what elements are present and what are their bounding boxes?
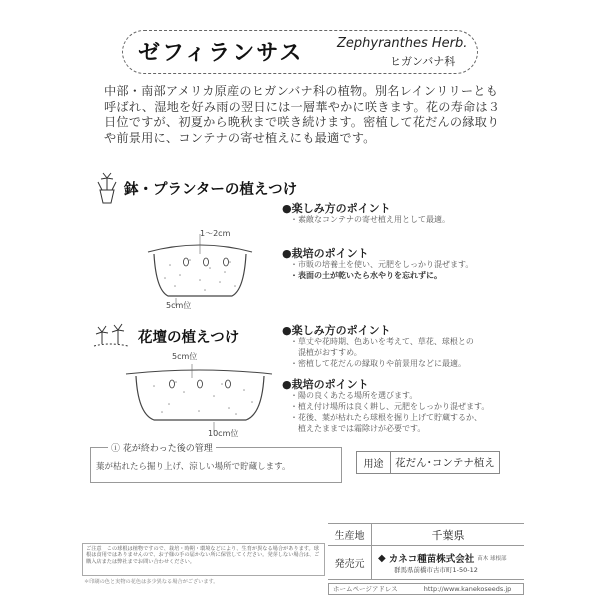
pot-flower-icon	[92, 168, 122, 206]
seller-label: 発売元	[328, 546, 372, 579]
homepage-url[interactable]: http://www.kanekoseeds.jp	[423, 585, 512, 593]
plant-family: ヒガンバナ科	[390, 55, 456, 68]
pot-cultivation-line: ・表面の土が乾いたら水やりを忘れずに。	[290, 271, 442, 280]
company-logo-icon: ◆	[378, 552, 386, 564]
origin-label: 生産地	[328, 524, 372, 545]
latin-name: Zephyranthes Herb.	[337, 36, 468, 51]
bed-enjoy-line: ・草丈や花時期、色あいを考えて、草花、球根との	[290, 337, 474, 346]
bullet-icon: ●	[282, 324, 292, 337]
origin-row	[328, 524, 524, 546]
seller-row	[328, 546, 524, 580]
bed-cultivation-line: ・花後、葉が枯れたら球根を掘り上げて貯蔵するか、	[290, 413, 482, 422]
bed-cultivation-heading: ●栽培のポイント	[282, 378, 369, 391]
after-flowering-title: ⓘ 花が終わった後の管理	[108, 441, 216, 454]
pot-spacing-label: 5cm位	[166, 301, 192, 310]
pot-enjoy-line: ・素敵なコンテナの寄せ植え用として最適。	[290, 215, 450, 224]
pot-depth-label: 1〜2cm	[200, 229, 231, 238]
bed-cultivation-line: ・陽の良くあたる場所を選びます。	[290, 391, 418, 400]
bed-enjoy-heading: ●楽しみ方のポイント	[282, 324, 391, 337]
bed-planting-diagram	[124, 356, 274, 438]
notice-footnote: ＊印刷の色と実物の花色は多少異なる場合がございます。	[84, 579, 219, 585]
bullet-icon: ●	[282, 202, 292, 215]
bullet-icon: ●	[282, 378, 292, 391]
bed-cultivation-line: ・植え付け場所は良く耕し、元肥をしっかり混ぜます。	[290, 402, 490, 411]
bed-flower-icon	[92, 316, 130, 352]
origin-value: 千葉県	[431, 528, 465, 542]
origin-seller-table	[328, 523, 524, 580]
seller-value	[372, 546, 524, 579]
pot-enjoy-heading: ●楽しみ方のポイント	[282, 202, 391, 215]
bed-depth-label: 5cm位	[172, 352, 198, 361]
usage-label: 用途	[357, 452, 391, 473]
usage-value: 花だん･コンテナ植え	[395, 457, 495, 469]
company-address: 群馬県前橋市古市町1-50-12	[394, 566, 478, 574]
company-name: カネコ種苗株式会社	[388, 554, 475, 565]
after-flowering-text: 葉が枯れたら掘り上げ、涼しい場所で貯蔵します。	[96, 462, 291, 472]
info-icon: ⓘ	[111, 444, 121, 454]
bed-enjoy-line: ・密植して花だんの縁取りや前景用などに最適。	[290, 359, 466, 368]
company-sub: 苗木 球根部	[477, 556, 507, 562]
pot-section-title: 鉢・プランターの植えつけ	[124, 182, 298, 198]
intro-text: 中部・南部アメリカ原産のヒガンバナ科の植物。別名レインリリーとも呼ばれ、湿地を好み雨の翌日には一層華やかに咲きます。花の寿命は３日位ですが、初夏から晩秋まで咲き続けます。密植して花だんの縁取りや前景用に、コンテナの寄せ植えにも最適です。	[104, 84, 501, 145]
homepage-label: ホームページアドレス	[333, 585, 398, 593]
usage-box	[356, 451, 500, 474]
product-title: ゼフィランサス	[138, 41, 304, 66]
bullet-icon: ●	[282, 247, 292, 260]
pot-cultivation-line: ・市販の培養土を使い、元肥をしっかり混ぜます。	[290, 260, 474, 269]
bed-section-title: 花壇の植えつけ	[138, 330, 240, 346]
bed-enjoy-line: 混植がおすすめ。	[290, 348, 362, 357]
bed-spacing-label: 10cm位	[208, 429, 239, 438]
homepage-box	[328, 583, 524, 595]
notice-text: ご注意 この球根は植物ですので、栽培・時期・環境などにより、生育が異なる場合があります。球根は食用ではありませんので、お子様の手の届かない所に保管してください。発芽しない場合は、ご購入店または弊社までお問い合わせください。	[86, 546, 320, 565]
pot-cultivation-heading: ●栽培のポイント	[282, 247, 369, 260]
bed-cultivation-line: 植えたままでは霜除けが必要です。	[290, 424, 426, 433]
